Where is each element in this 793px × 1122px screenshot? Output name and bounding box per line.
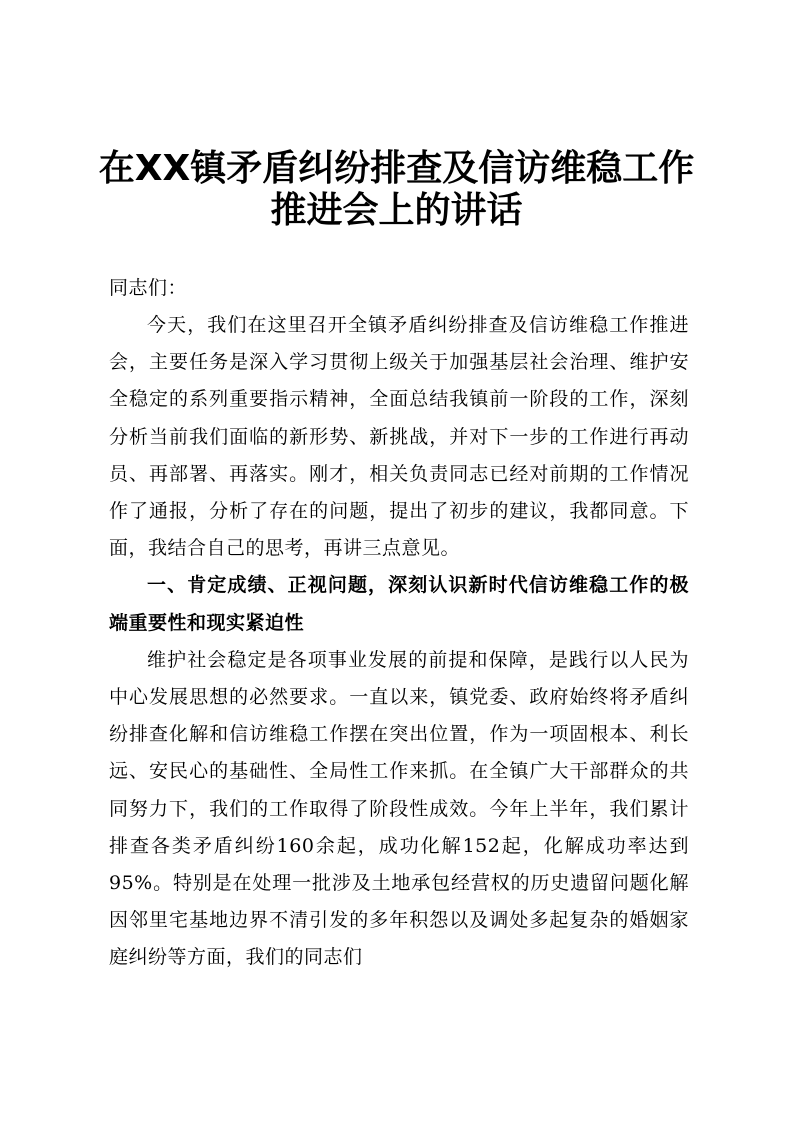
paragraph-section-1: 维护社会稳定是各项事业发展的前提和保障，是践行以人民为中心发展思想的必然要求。一直以来，镇党委、政府始终将矛盾纠纷排查化解和信访维稳工作摆在突出位置，作为一项固根本、利长远、安民心的基础性、全局性工作来抓。在全镇广大干部群众的共同努力下，我们的工作取得了阶段性成效。今年上半年，我们累计排查各类矛盾纠纷160余起，成功化解152起，化解成功率达到95%。特别是在处理一批涉及土地承包经营权的历史遗留问题化解因邻里宅基地边界不清引发的多年积怨以及调处多起复杂的婚姻家庭纠纷等方面，我们的同志们: [109, 648, 689, 969]
salutation: 同志们：: [109, 277, 188, 299]
document-title-line-1: 在XX镇矛盾纠纷排查及信访维稳工作: [98, 148, 695, 189]
paragraph-intro: 今天，我们在这里召开全镇矛盾纠纷排查及信访维稳工作推进会，主要任务是深入学习贯彻上级关于加强基层社会治理、维护安全稳定的系列重要指示精神，全面总结我镇前一阶段的工作，深刻分析当前我们面临的新形势、新挑战，并对下一步的工作进行再动员、再部署、再落实。刚才，相关负责同志已经对前期的工作情况作了通报，分析了存在的问题，提出了初步的建议，我都同意。下面，我结合自己的思考，再讲三点意见。: [109, 314, 689, 560]
document-title-line-2: 推进会上的讲话: [270, 190, 523, 231]
section-heading-1: 一、肯定成绩、正视问题，深刻认识新时代信访维稳工作的极端重要性和现实紧迫性: [109, 574, 689, 634]
document-body: [109, 270, 689, 977]
